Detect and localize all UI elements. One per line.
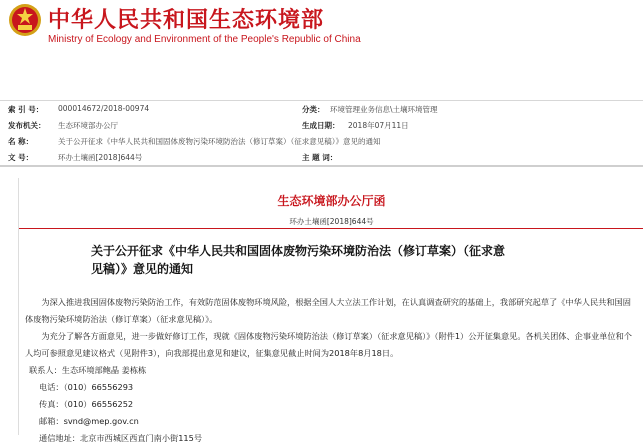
- index-value: 000014672/2018-00974: [58, 104, 150, 113]
- index-label: 索 引 号：: [8, 105, 44, 114]
- paragraph-2: 为充分了解各方面意见，进一步做好修订工作，现就《固体废物污染环境防治法（修订草案）（征求意见稿）》（附件1）公开征集意见。各机关团体、企事业单位和个人均可参照意见建议格式（见附件3），向我部提出意见和建议，征集意见截止时间为2018年8月18日。: [25, 331, 632, 358]
- ministry-title-en: Ministry of Ecology and Environment of the People's Republic of China: [48, 34, 361, 45]
- issuer-label: 发布机关：: [8, 121, 46, 130]
- document-body: [18, 178, 643, 443]
- ministry-title-cn: 中华人民共和国生态环境部: [48, 7, 325, 33]
- title-value: 关于公开征求《中华人民共和国固体废物污染环境防治法（修订草案）（征求意见稿）》意见的通知: [58, 137, 381, 146]
- contact-address: 通信地址：北京市西城区西直门南小街115号: [39, 433, 203, 443]
- category-value: 环境管理业务信息\土壤环境管理: [330, 105, 438, 114]
- document-title-line1: 关于公开征求《中华人民共和国固体废物污染环境防治法（修订草案）（征求意: [91, 244, 506, 258]
- contact-person: 联系人：生态环境部鲍晶 姜栋栋: [29, 365, 147, 375]
- contact-email[interactable]: 邮箱：svnd@mep.gov.cn: [39, 416, 139, 426]
- national-emblem-icon: [8, 3, 42, 37]
- document-issuer: 生态环境部办公厅函: [277, 194, 386, 208]
- docno-label: 文 号：: [8, 153, 34, 162]
- contact-phone: 电话：（010）66556293: [39, 382, 134, 392]
- docno-value: 环办土壤函[2018]644号: [58, 153, 143, 162]
- title-label: 名 称：: [8, 137, 34, 146]
- paragraph-1: 为深入推进我国固体废物污染防治工作，有效防范固体废物环境风险，根据全国人大立法工作计划，在认真调查研究的基础上，我部研究起草了《中华人民共和国固体废物污染环境防治法（修订草案）（征求意见稿）》。: [25, 297, 631, 324]
- document-title-line2: 见稿）》意见的通知: [91, 262, 194, 276]
- subject-label: 主 题 词：: [302, 153, 338, 162]
- issuer-value: 生态环境部办公厅: [58, 121, 118, 130]
- category-label: 分类：: [302, 105, 325, 114]
- date-label: 生成日期：: [302, 121, 340, 130]
- divider: [0, 165, 643, 167]
- site-header: [0, 0, 643, 72]
- document-number: 环办土壤函[2018]644号: [289, 217, 374, 226]
- document-title: [91, 242, 571, 278]
- contact-fax[interactable]: 传真：（010）66556252: [39, 399, 134, 409]
- divider: [0, 100, 643, 101]
- red-divider: [19, 228, 643, 229]
- document-text: [25, 294, 637, 447]
- date-value: 2018年07月11日: [348, 121, 409, 130]
